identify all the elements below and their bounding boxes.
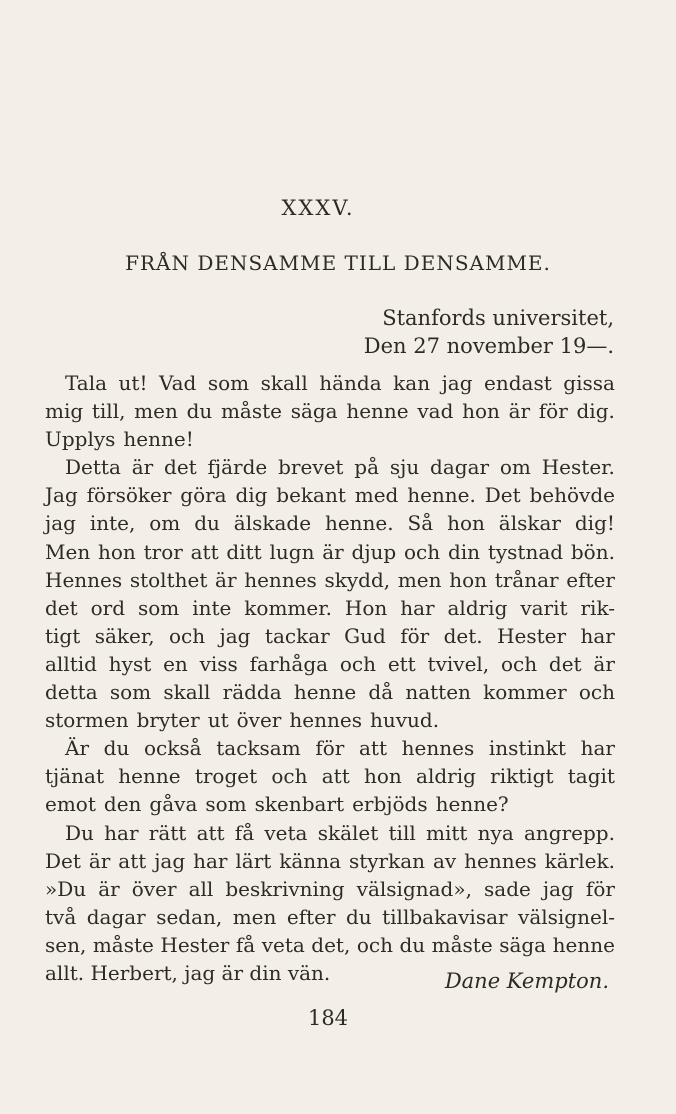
chapter-number: XXXV. xyxy=(281,196,355,220)
text-line: mig till, men du måste säga henne vad hon är för dig. xyxy=(45,399,615,424)
letter-date: Den 27 november 19—. xyxy=(363,334,614,358)
text-line: Upplys henne! xyxy=(45,427,194,452)
text-line: sen, måste Hester få veta det, och du måste säga henne xyxy=(45,932,615,957)
letter-place: Stanfords universitet, xyxy=(382,306,614,330)
text-line: Är du också tacksam för att hennes instinkt har xyxy=(65,736,615,761)
text-line: alltid hyst en viss farhåga och ett tvivel, och det är xyxy=(45,651,615,676)
chapter-title: FRÅN DENSAMME TILL DENSAMME. xyxy=(125,251,551,275)
page-number: 184 xyxy=(307,1006,349,1030)
letter-body xyxy=(45,369,615,993)
signature: Dane Kempton. xyxy=(444,968,609,993)
text-line: Detta är det fjärde brevet på sju dagar om Hester. xyxy=(65,455,615,480)
text-line: Du har rätt att få veta skälet till mitt nya angrepp. xyxy=(65,820,615,845)
letter-lines xyxy=(45,369,615,959)
text-line: stormen bryter ut över hennes huvud. xyxy=(45,708,440,733)
text-line: jag inte, om du älskade henne. Så hon älskar dig! xyxy=(45,511,615,536)
text-line: det ord som inte kommer. Hon har aldrig varit rik- xyxy=(45,595,615,620)
letter-signoff xyxy=(45,959,615,993)
text-line: Jag försöker göra dig bekant med henne. Det behövde xyxy=(45,483,615,508)
text-line: detta som skall rädda henne då natten kommer och xyxy=(45,680,615,705)
text-line: Men hon tror att ditt lugn är djup och din tystnad bön. xyxy=(45,539,615,564)
text-line: Hennes stolthet är hennes skydd, men hon trånar efter xyxy=(45,567,615,592)
closing-line: allt. Herbert, jag är din vän. xyxy=(45,960,331,985)
text-line: Det är att jag har lärt känna styrkan av hennes kärlek. xyxy=(45,848,615,873)
text-line: emot den gåva som skenbart erbjöds henne? xyxy=(45,792,509,817)
text-line: »Du är över all beskrivning välsignad», sade jag för xyxy=(45,876,615,901)
text-line: tjänat henne troget och att hon aldrig riktigt tagit xyxy=(45,764,615,789)
text-line: två dagar sedan, men efter du tillbakavisar välsignel- xyxy=(45,904,615,929)
text-line: Tala ut! Vad som skall hända kan jag endast gissa xyxy=(65,371,615,395)
text-line: tigt säker, och jag tackar Gud för det. Hester har xyxy=(45,623,615,648)
